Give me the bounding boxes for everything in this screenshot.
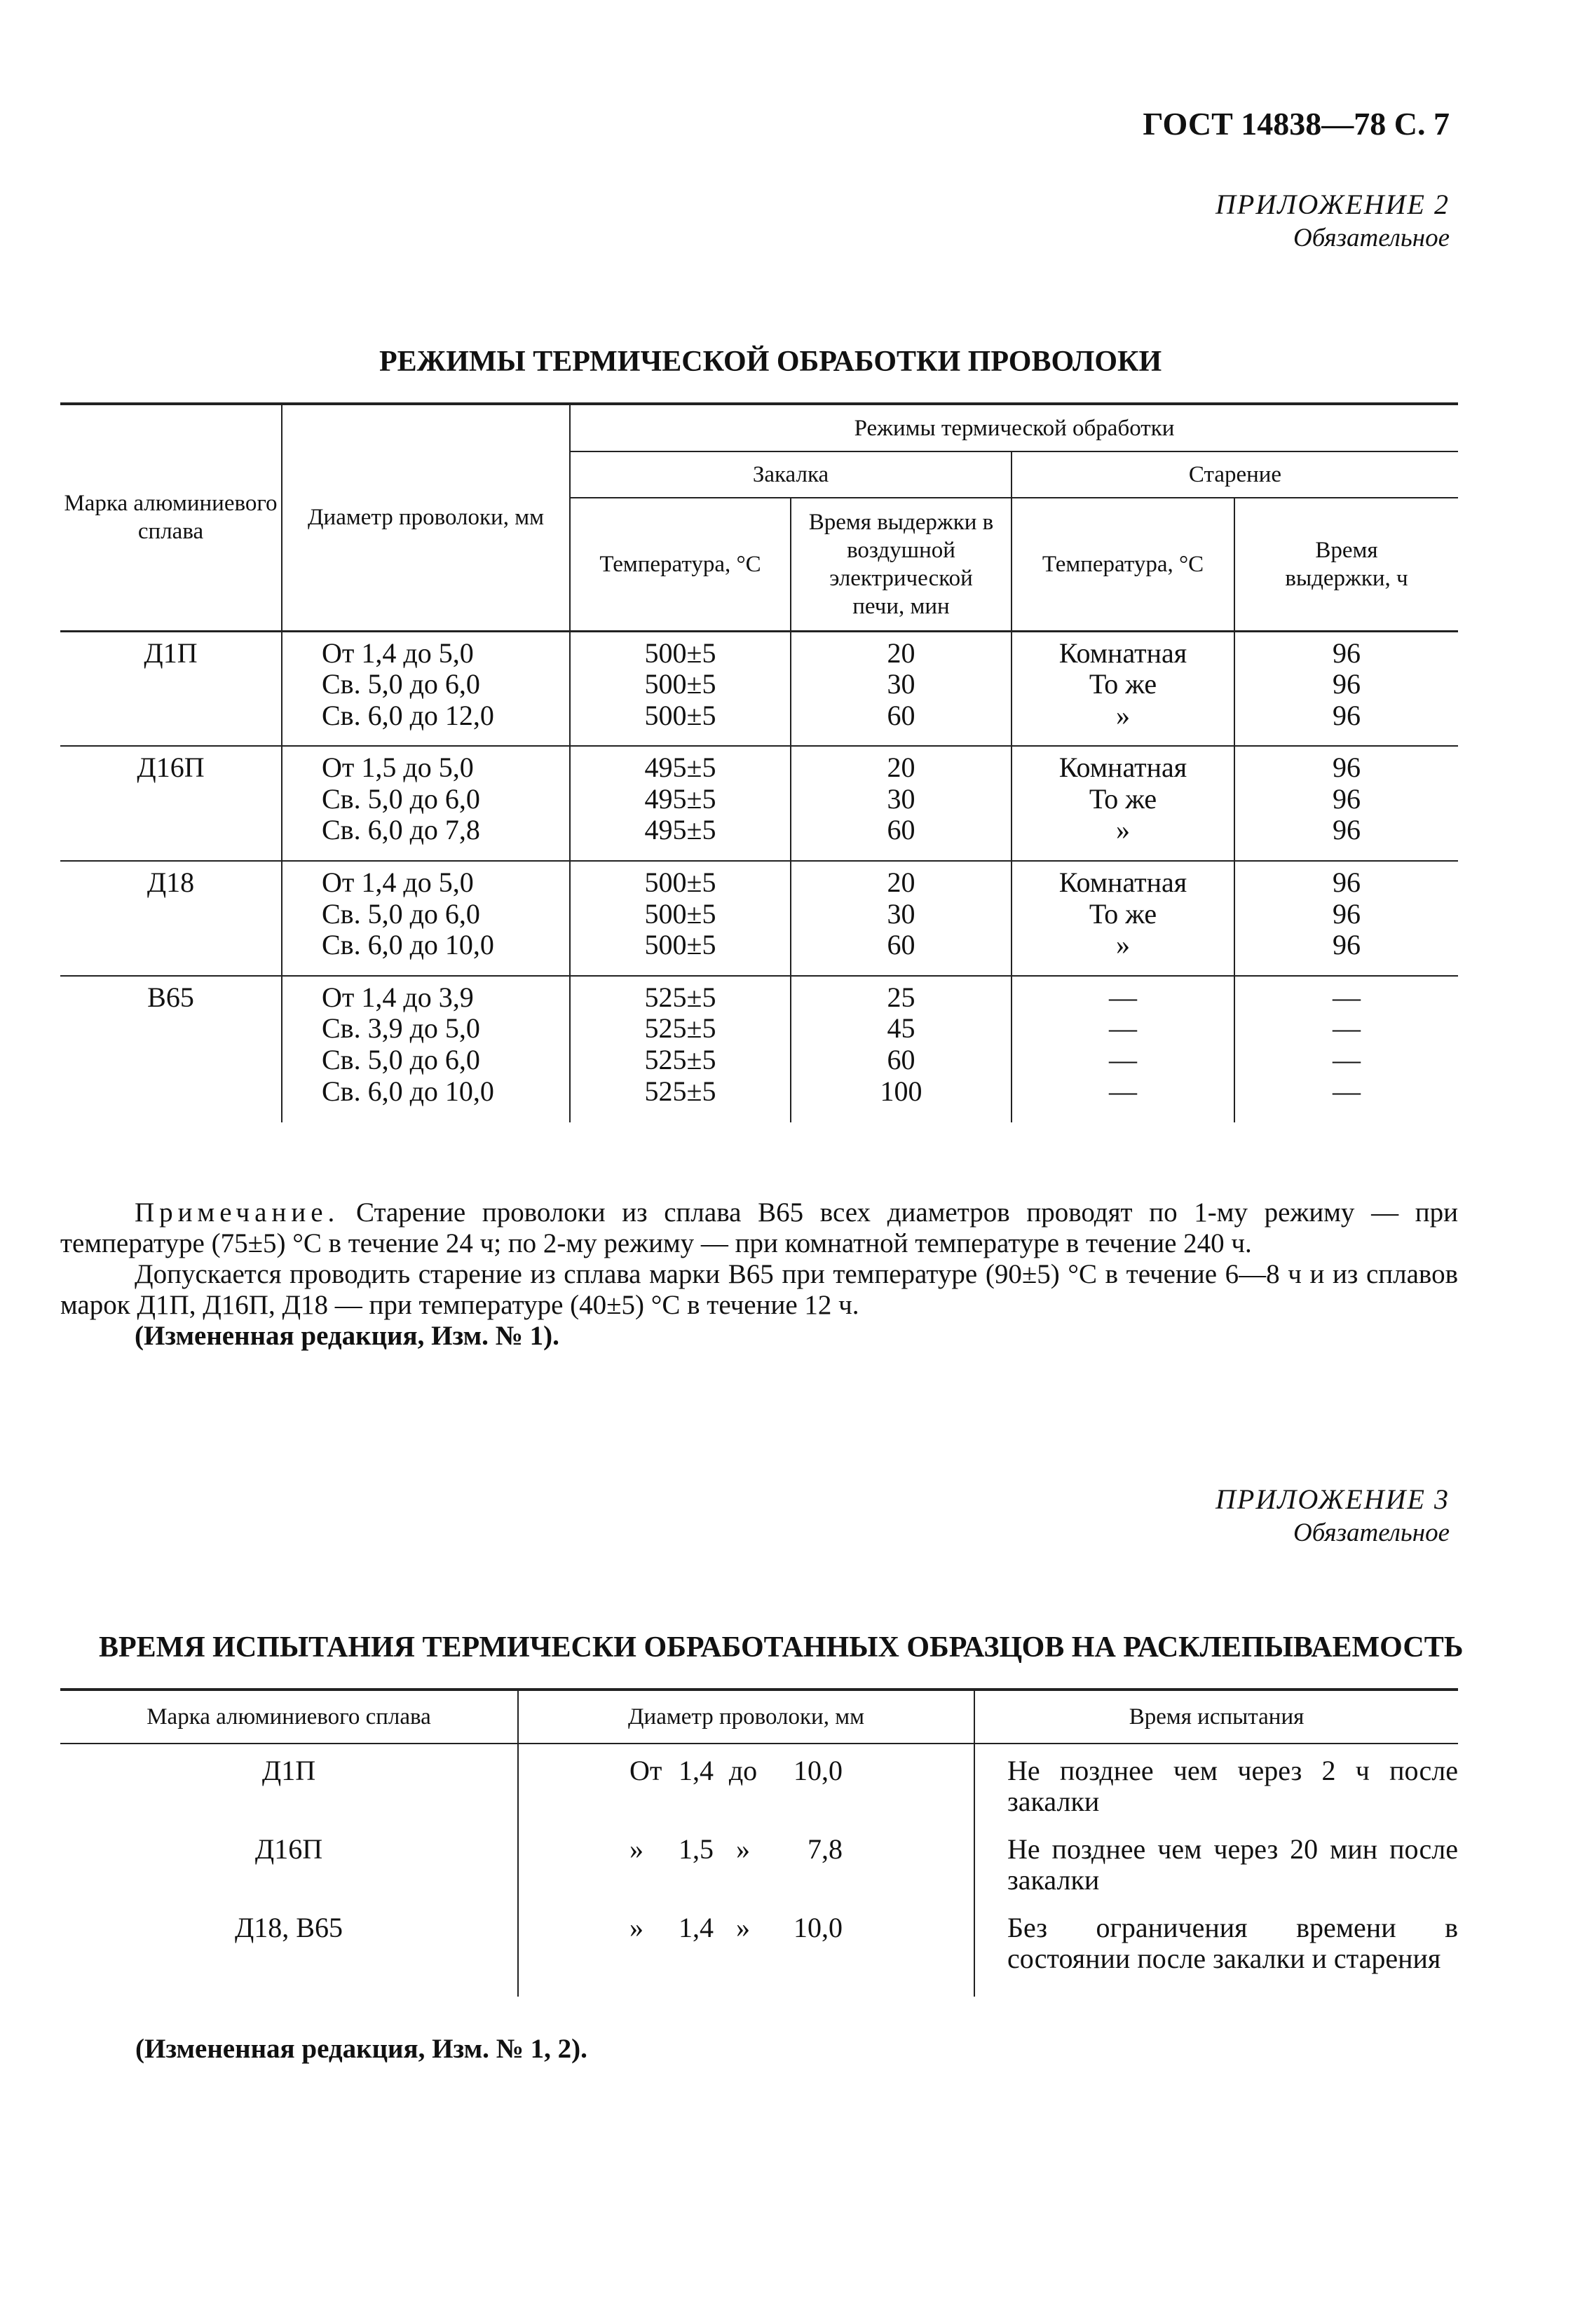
grade-cell: Д1П [60,631,282,746]
cell-line: 60 [887,699,915,731]
cell-line: 500±5 [644,699,716,731]
quench-temp-cell [570,746,791,861]
header-diameter: Диаметр проволоки, мм [282,404,570,631]
cell-line: То же [1089,668,1157,700]
cell-line: Св. 6,0 до 10,0 [322,1075,494,1107]
cell-line: 20 [887,637,915,669]
cell-line: Комнатная [1058,637,1187,669]
cell-line: 25 [887,981,915,1013]
note-label: Примечание. [135,1197,340,1228]
appendix-3-label-block [1215,1483,1450,1550]
diameter-from: » [629,1912,643,1943]
cell-line: 525±5 [644,981,716,1013]
cell-line: — [1333,981,1361,1013]
grade-cell: Д16П [60,746,282,861]
section-title: ВРЕМЯ ИСПЫТАНИЯ ТЕРМИЧЕСКИ ОБРАБОТАННЫХ ОБРАЗЦОВ НА РАСКЛЕПЫВАЕМОСТЬ [99,1631,1464,1664]
cell-line: Св. 6,0 до 7,8 [322,814,480,846]
cell-line: 30 [887,782,915,815]
quench-time-cell [791,976,1012,1122]
aging-time-cell [1234,746,1458,861]
cell-line: 525±5 [644,1044,716,1076]
grade-cell: Д16П [60,1823,518,1901]
edition-note: (Измененная редакция, Изм. № 1, 2). [135,2034,587,2064]
test-time-cell: Без ограничения времени в состоянии после закалки и старения [1007,1912,1458,1974]
aging-temp-cell [1012,746,1234,861]
heat-treatment-table [60,402,1458,1122]
cell-line: 30 [887,668,915,700]
cell-line: » [1116,929,1130,961]
diameter-to: » [736,1912,750,1943]
diameter-to: до [728,1755,758,1786]
test-time-table [60,1688,1458,1997]
appendix-status: Обязательное [1293,224,1450,252]
cell-line: 525±5 [644,1012,716,1045]
aging-temp-cell [1012,861,1234,976]
header-modes: Режимы термической обработки [570,404,1458,451]
cell-line: 60 [887,929,915,961]
page-header: ГОСТ 14838—78 С. 7 [1143,106,1450,142]
cell-line: 96 [1333,897,1361,930]
cell-line: 96 [1333,782,1361,815]
diameter-min: 1,5 [679,1833,714,1865]
diameter-min: 1,4 [679,1912,714,1943]
appendix-label: ПРИЛОЖЕНИЕ 2 [1215,189,1450,220]
quench-temp-cell [570,976,791,1122]
cell-line: 500±5 [644,867,716,899]
diameter-max: 10,0 [794,1755,843,1786]
cell-line: От 1,4 до 3,9 [322,981,474,1013]
header-diameter: Диаметр проволоки, мм [518,1690,974,1744]
cell-line: 60 [887,814,915,846]
aging-temp-cell [1012,976,1234,1122]
diameter-to: » [736,1833,750,1865]
cell-line: От 1,4 до 5,0 [322,637,474,669]
table-row [60,1744,1458,1823]
diameter-cell [518,1901,974,1997]
cell-line: 500±5 [644,637,716,669]
edition-note: (Измененная редакция, Изм. № 1). [135,1321,559,1351]
cell-line: — [1109,981,1137,1013]
aging-time-cell [1234,861,1458,976]
cell-line: Св. 5,0 до 6,0 [322,782,480,815]
diameter-min: 1,4 [679,1755,714,1786]
cell-line: 96 [1333,752,1361,784]
test-time-cell: Не позднее чем через 2 ч после закалки [1007,1755,1458,1817]
quench-time-cell [791,631,1012,746]
cell-line: 495±5 [644,752,716,784]
grade-cell: Д18, В65 [60,1901,518,1997]
header-time: Время испытания [974,1690,1458,1744]
header-aging: Старение [1012,451,1458,498]
cell-line: 100 [880,1075,922,1107]
grade-cell: Д18 [60,861,282,976]
quench-temp-cell [570,861,791,976]
header-quench-time: Время выдержки в воздушной электрической печи, мин [791,498,1012,631]
grade-cell: В65 [60,976,282,1122]
cell-line: 500±5 [644,668,716,700]
diameter-max: 7,8 [808,1833,843,1865]
cell-line: » [1116,699,1130,731]
quench-time-cell [791,861,1012,976]
cell-line: От 1,4 до 5,0 [322,867,474,899]
appendix-status: Обязательное [1293,1518,1450,1547]
cell-line: 525±5 [644,1075,716,1107]
cell-line: 500±5 [644,929,716,961]
table-row [60,631,1458,746]
cell-line: 20 [887,752,915,784]
cell-line: — [1333,1012,1361,1045]
table-row [60,976,1458,1122]
cell-line: 96 [1333,699,1361,731]
cell-line: Св. 3,9 до 5,0 [322,1012,480,1045]
cell-line: — [1109,1044,1137,1076]
header-quench: Закалка [570,451,1012,498]
test-time-cell: Не позднее чем через 20 мин после закалки [1007,1833,1458,1896]
diameter-max: 10,0 [794,1912,843,1943]
cell-line: Св. 5,0 до 6,0 [322,897,480,930]
cell-line: 30 [887,897,915,930]
diameter-from: » [629,1833,643,1865]
cell-line: 20 [887,867,915,899]
quench-time-cell [791,746,1012,861]
aging-temp-cell [1012,631,1234,746]
cell-line: — [1333,1075,1361,1107]
table-row [60,861,1458,976]
quench-temp-cell [570,631,791,746]
cell-line: 96 [1333,929,1361,961]
diameter-cell [282,746,570,861]
cell-line: От 1,5 до 5,0 [322,752,474,784]
cell-line: » [1116,814,1130,846]
diameter-cell [282,976,570,1122]
cell-line: 96 [1333,867,1361,899]
cell-line: 96 [1333,814,1361,846]
grade-cell: Д1П [60,1744,518,1823]
aging-time-cell [1234,976,1458,1122]
table-row [60,746,1458,861]
diameter-from: От [629,1755,662,1786]
aging-time-cell [1234,631,1458,746]
cell-line: 45 [887,1012,915,1045]
note-text-2: Допускается проводить старение из сплава марки В65 при температуре (90±5) °С в течение 6—8 ч и из сплавов марок Д1П, Д16П, Д18 — при температуре (40±5) °С в течение 12 ч. [60,1259,1458,1320]
cell-line: 495±5 [644,814,716,846]
table-note [60,1197,1458,1352]
cell-line: То же [1089,897,1157,930]
diameter-cell [282,861,570,976]
diameter-cell [518,1823,974,1901]
diameter-cell [518,1744,974,1823]
cell-line: То же [1089,782,1157,815]
cell-line: Св. 6,0 до 12,0 [322,699,494,731]
header-grade: Марка алюминиевого сплава [60,1690,518,1744]
cell-line: — [1109,1012,1137,1045]
cell-line: Св. 5,0 до 6,0 [322,1044,480,1076]
note-text-1: Старение проволоки из сплава В65 всех диаметров проводят по 1-му режиму — при температуре (75±5) °С в течение 24 ч; по 2-му режиму — при комнатной температуре в течение 240 ч. [60,1197,1459,1258]
cell-line: 96 [1333,637,1361,669]
header-quench-temp: Температура, °С [570,498,791,631]
table-row [60,1823,1458,1901]
header-aging-temp: Температура, °С [1012,498,1234,631]
appendix-2-label-block [1215,188,1450,255]
table-row [60,1901,1458,1997]
diameter-cell [282,631,570,746]
cell-line: 96 [1333,668,1361,700]
cell-line: 60 [887,1044,915,1076]
header-grade: Марка алюминиевого сплава [60,404,282,631]
cell-line: 500±5 [644,897,716,930]
section-title: РЕЖИМЫ ТЕРМИЧЕСКОЙ ОБРАБОТКИ ПРОВОЛОКИ [379,346,1162,378]
cell-line: Св. 5,0 до 6,0 [322,668,480,700]
header-aging-time: Время выдержки, ч [1234,498,1458,631]
cell-line: Комнатная [1058,752,1187,784]
cell-line: — [1333,1044,1361,1076]
cell-line: 495±5 [644,782,716,815]
cell-line: Св. 6,0 до 10,0 [322,929,494,961]
cell-line: Комнатная [1058,867,1187,899]
cell-line: — [1109,1075,1137,1107]
appendix-label: ПРИЛОЖЕНИЕ 3 [1215,1483,1450,1515]
